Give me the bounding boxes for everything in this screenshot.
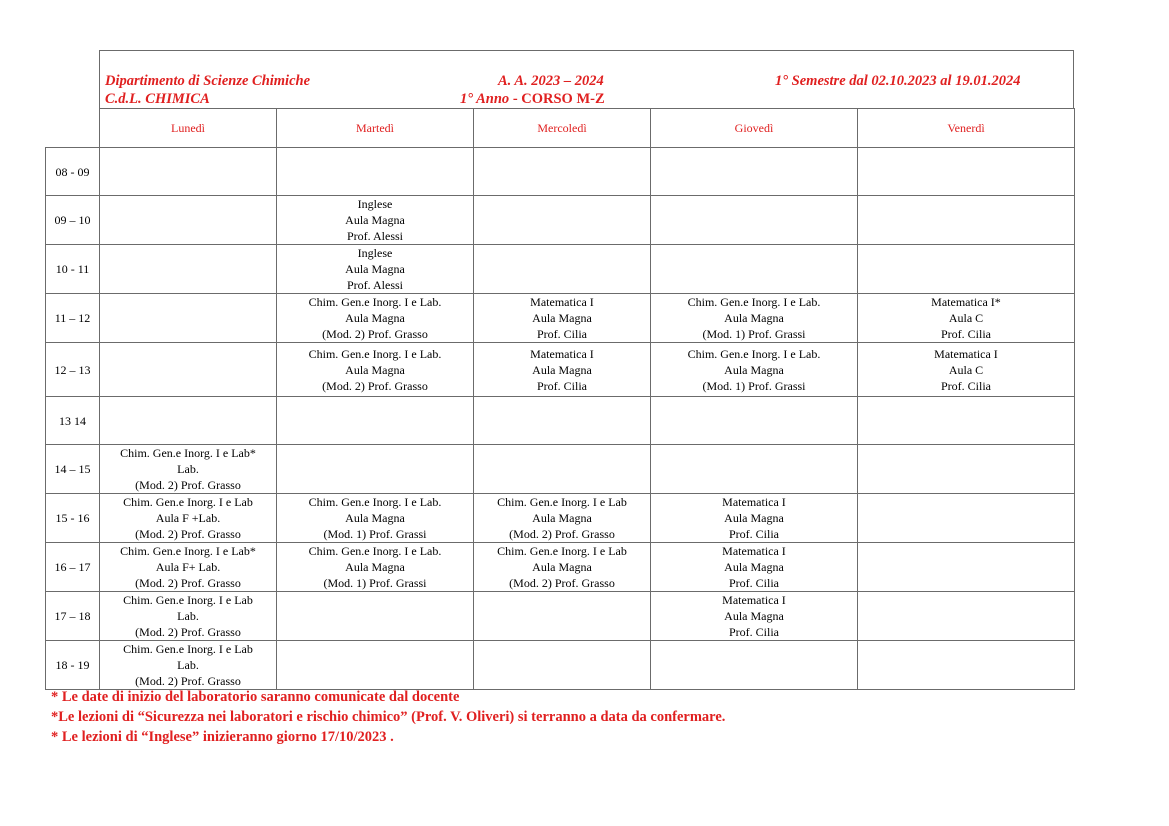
classroom: Aula Magna (345, 362, 405, 377)
schedule-cell-venerdi (858, 343, 1075, 397)
time-slot-label: 18 - 19 (46, 641, 100, 690)
classroom: Aula C (948, 311, 984, 325)
time-slot-label: 12 – 13 (46, 343, 100, 397)
time-slot-row (46, 148, 1075, 196)
course-name: Matematica I (530, 295, 594, 309)
time-slot-row (46, 592, 1075, 641)
course-name: Chim. Gen.e Inorg. I e Lab (123, 593, 253, 607)
classroom: Aula Magna (345, 560, 405, 574)
course-name: Chim. Gen.e Inorg. I e Lab* (120, 446, 256, 460)
classroom: Lab. (177, 609, 199, 623)
department-name: Dipartimento di Scienze Chimiche (105, 73, 311, 89)
course-name: Chim. Gen.e Inorg. I e Lab (497, 495, 627, 509)
schedule-cell-venerdi (858, 397, 1075, 445)
schedule-cell-giovedi (651, 245, 858, 294)
classroom: Aula Magna (345, 213, 405, 227)
classroom: Aula Magna (724, 609, 784, 623)
classroom: Lab. (177, 658, 199, 672)
course-name: Chim. Gen.e Inorg. I e Lab. (687, 295, 821, 309)
professor: (Mod. 2) Prof. Grasso (135, 674, 241, 688)
schedule-cell-giovedi (651, 445, 858, 494)
schedule-cell-martedi (277, 494, 474, 543)
days-header-row (46, 109, 1075, 148)
schedule-cell-mercoledi (474, 641, 651, 690)
classroom: Aula Magna (532, 311, 592, 325)
schedule-cell-venerdi (858, 294, 1075, 343)
course-name: Inglese (357, 197, 393, 211)
time-slot-label: 14 – 15 (46, 445, 100, 494)
classroom: Aula Magna (345, 262, 405, 276)
classroom: Aula Magna (345, 311, 405, 325)
time-slot-label: 08 - 09 (46, 148, 100, 196)
schedule-cell-venerdi (858, 494, 1075, 543)
schedule-cell-venerdi (858, 445, 1075, 494)
note-lab-dates: * Le date di inizio del laboratorio saranno comunicate dal docente (51, 689, 460, 705)
course-name: Chim. Gen.e Inorg. I e Lab* (120, 544, 256, 558)
schedule-cell-giovedi (651, 494, 858, 543)
time-slot-row (46, 294, 1075, 343)
timetable (45, 108, 1075, 690)
classroom: Aula F+ Lab. (155, 560, 221, 574)
time-slot-label: 13 14 (46, 397, 100, 445)
professor: (Mod. 1) Prof. Grassi (702, 378, 806, 393)
schedule-cell-giovedi (651, 592, 858, 641)
course-name: Chim. Gen.e Inorg. I e Lab. (308, 295, 442, 309)
course-name: Chim. Gen.e Inorg. I e Lab. (687, 346, 821, 361)
course-name: Chim. Gen.e Inorg. I e Lab. (308, 346, 442, 361)
day-header-giovedi: Giovedì (651, 109, 858, 148)
schedule-cell-martedi (277, 445, 474, 494)
schedule-cell-giovedi (651, 397, 858, 445)
schedule-cell-martedi (277, 196, 474, 245)
schedule-cell-venerdi (858, 196, 1075, 245)
schedule-cell-lunedi (100, 245, 277, 294)
day-header-mercoledi: Mercoledì (474, 109, 651, 148)
course-label: - CORSO M-Z (509, 91, 605, 107)
time-slot-row (46, 343, 1075, 397)
schedule-cell-venerdi (858, 543, 1075, 592)
schedule-cell-mercoledi (474, 397, 651, 445)
course-name: Matematica I (722, 495, 786, 509)
time-slot-row (46, 245, 1075, 294)
schedule-cell-mercoledi (474, 543, 651, 592)
professor: Prof. Cilia (941, 378, 991, 393)
schedule-cell-giovedi (651, 294, 858, 343)
time-slot-label: 10 - 11 (46, 245, 100, 294)
professor: Prof. Cilia (729, 527, 779, 541)
schedule-cell-lunedi (100, 343, 277, 397)
year-and-course (460, 91, 605, 107)
schedule-cell-martedi (277, 294, 474, 343)
professor: (Mod. 2) Prof. Grasso (135, 478, 241, 492)
schedule-cell-mercoledi (474, 148, 651, 196)
classroom: Aula Magna (724, 560, 784, 574)
classroom: Aula F +Lab. (155, 511, 221, 525)
schedule-cell-lunedi (100, 592, 277, 641)
course-of-study: C.d.L. CHIMICA (105, 91, 210, 107)
day-header-venerdi: Venerdì (858, 109, 1075, 148)
schedule-cell-giovedi (651, 641, 858, 690)
schedule-cell-martedi (277, 641, 474, 690)
schedule-cell-venerdi (858, 592, 1075, 641)
course-name: Inglese (357, 246, 393, 260)
course-name: Chim. Gen.e Inorg. I e Lab. (308, 544, 442, 558)
professor: Prof. Cilia (941, 327, 991, 341)
schedule-cell-lunedi (100, 148, 277, 196)
time-slot-row (46, 543, 1075, 592)
time-slot-label: 11 – 12 (46, 294, 100, 343)
professor: (Mod. 2) Prof. Grasso (509, 527, 615, 541)
course-name: Chim. Gen.e Inorg. I e Lab (497, 544, 627, 558)
professor: Prof. Cilia (729, 625, 779, 639)
professor: (Mod. 1) Prof. Grassi (323, 527, 427, 541)
professor: Prof. Alessi (346, 229, 403, 243)
professor: (Mod. 2) Prof. Grasso (509, 576, 615, 590)
classroom: Lab. (177, 462, 199, 476)
classroom: Aula Magna (532, 511, 592, 525)
course-name: Matematica I (530, 346, 594, 361)
professor: (Mod. 1) Prof. Grassi (323, 576, 427, 590)
schedule-cell-lunedi (100, 494, 277, 543)
classroom: Aula Magna (532, 560, 592, 574)
classroom: Aula C (948, 362, 984, 377)
course-name: Matematica I* (931, 295, 1001, 309)
schedule-cell-martedi (277, 245, 474, 294)
time-slot-row (46, 445, 1075, 494)
course-name: Chim. Gen.e Inorg. I e Lab. (308, 495, 442, 509)
classroom: Aula Magna (724, 511, 784, 525)
course-name: Matematica I (934, 346, 998, 361)
classroom: Aula Magna (724, 311, 784, 325)
time-slot-label: 16 – 17 (46, 543, 100, 592)
professor: Prof. Alessi (346, 278, 403, 292)
schedule-cell-lunedi (100, 294, 277, 343)
professor: Prof. Cilia (537, 327, 587, 341)
schedule-cell-martedi (277, 592, 474, 641)
time-slot-label: 15 - 16 (46, 494, 100, 543)
classroom: Aula Magna (532, 362, 592, 377)
corner-cell (46, 109, 100, 148)
schedule-cell-lunedi (100, 445, 277, 494)
time-slot-label: 09 – 10 (46, 196, 100, 245)
schedule-cell-martedi (277, 148, 474, 196)
time-slot-row (46, 196, 1075, 245)
professor: (Mod. 1) Prof. Grassi (702, 327, 806, 341)
schedule-cell-venerdi (858, 245, 1075, 294)
professor: (Mod. 2) Prof. Grasso (135, 576, 241, 590)
schedule-cell-giovedi (651, 543, 858, 592)
course-name: Matematica I (722, 544, 786, 558)
schedule-cell-mercoledi (474, 294, 651, 343)
classroom: Aula Magna (345, 511, 405, 525)
professor: (Mod. 2) Prof. Grasso (135, 527, 241, 541)
schedule-cell-mercoledi (474, 445, 651, 494)
professor: (Mod. 2) Prof. Grasso (322, 327, 428, 341)
schedule-cell-mercoledi (474, 196, 651, 245)
day-header-lunedi: Lunedì (100, 109, 277, 148)
schedule-cell-lunedi (100, 641, 277, 690)
schedule-cell-mercoledi (474, 343, 651, 397)
day-header-martedi: Martedì (277, 109, 474, 148)
schedule-cell-lunedi (100, 196, 277, 245)
semester-dates: 1° Semestre dal 02.10.2023 al 19.01.2024 (775, 73, 1021, 89)
schedule-cell-mercoledi (474, 245, 651, 294)
professor: Prof. Cilia (729, 576, 779, 590)
professor: (Mod. 2) Prof. Grasso (322, 378, 428, 393)
course-name: Chim. Gen.e Inorg. I e Lab (123, 642, 253, 656)
time-slot-row (46, 494, 1075, 543)
year-label: 1° Anno (460, 91, 510, 107)
professor: Prof. Cilia (537, 378, 587, 393)
classroom: Aula Magna (724, 362, 784, 377)
schedule-cell-venerdi (858, 641, 1075, 690)
academic-year: A. A. 2023 – 2024 (498, 73, 604, 89)
schedule-cell-giovedi (651, 196, 858, 245)
schedule-cell-giovedi (651, 343, 858, 397)
schedule-cell-mercoledi (474, 592, 651, 641)
note-english-start: * Le lezioni di “Inglese” inizieranno giorno 17/10/2023 . (51, 729, 394, 745)
time-slot-row (46, 397, 1075, 445)
course-name: Chim. Gen.e Inorg. I e Lab (123, 495, 253, 509)
time-slot-label: 17 – 18 (46, 592, 100, 641)
schedule-cell-lunedi (100, 397, 277, 445)
schedule-cell-martedi (277, 543, 474, 592)
time-slot-row (46, 641, 1075, 690)
schedule-cell-lunedi (100, 543, 277, 592)
course-name: Matematica I (722, 593, 786, 607)
schedule-cell-mercoledi (474, 494, 651, 543)
professor: (Mod. 2) Prof. Grasso (135, 625, 241, 639)
schedule-cell-venerdi (858, 148, 1075, 196)
note-safety-lessons: *Le lezioni di “Sicurezza nei laboratori e rischio chimico” (Prof. V. Oliveri) si terranno a data da confermare. (51, 709, 726, 725)
schedule-cell-giovedi (651, 148, 858, 196)
schedule-cell-martedi (277, 397, 474, 445)
schedule-cell-martedi (277, 343, 474, 397)
